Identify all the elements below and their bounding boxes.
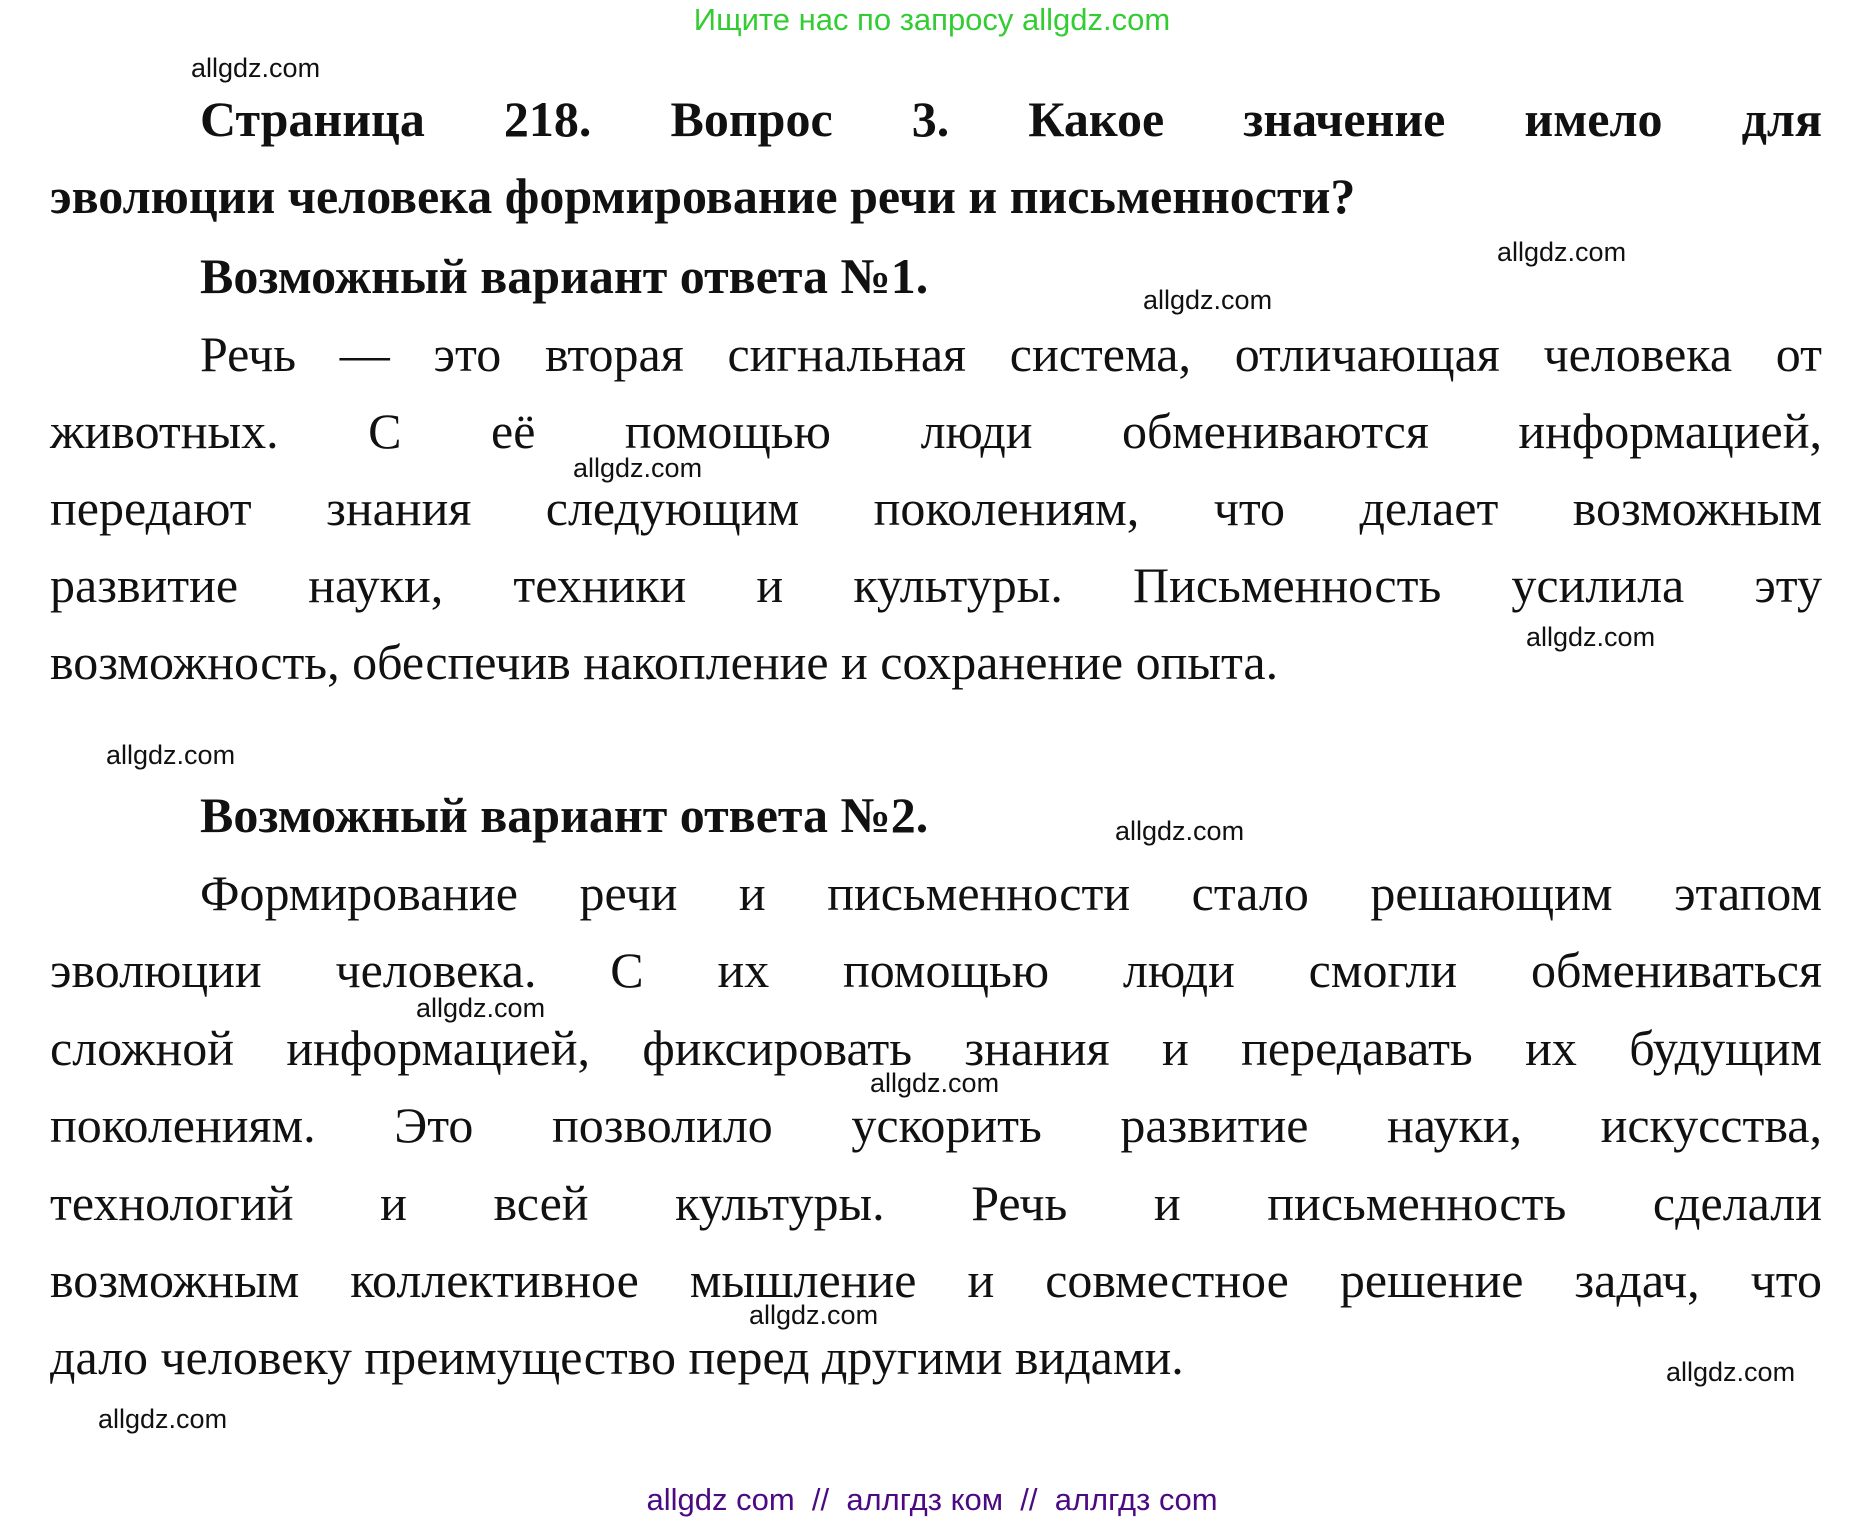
answer1-line: Речь — это вторая сигнальная система, отличающая человека от	[200, 326, 1822, 382]
watermark: allgdz.com	[1115, 816, 1245, 846]
watermark: allgdz.com	[98, 1404, 228, 1434]
watermark: allgdz.com	[573, 453, 703, 483]
watermark: allgdz.com	[1526, 622, 1656, 652]
watermark: allgdz.com	[1666, 1357, 1796, 1387]
answer2-heading: Возможный вариант ответа №2.	[200, 787, 929, 843]
watermark: allgdz.com	[1143, 285, 1273, 315]
answer1-line: развитие науки, техники и культуры. Письменность усилила эту	[50, 557, 1822, 613]
answer1-line: животных. С её помощью люди обмениваются информацией,	[50, 403, 1822, 459]
watermark: allgdz.com	[416, 993, 546, 1023]
answer2-line: поколениям. Это позволило ускорить развитие науки, искусства,	[50, 1097, 1822, 1153]
title-line-1: Страница 218. Вопрос 3. Какое значение имело для	[200, 91, 1822, 147]
title-line-2: эволюции человека формирование речи и письменности?	[50, 168, 1356, 224]
watermark: allgdz.com	[191, 53, 321, 83]
answer1-line: возможность, обеспечив накопление и сохранение опыта.	[50, 634, 1279, 690]
answer2-line: возможным коллективное мышление и совместное решение задач, что	[50, 1252, 1822, 1308]
top-banner: Ищите нас по запросу allgdz.com	[693, 2, 1171, 37]
watermark: allgdz.com	[870, 1068, 1000, 1098]
answer2-line: дало человеку преимущество перед другими видами.	[50, 1329, 1184, 1385]
bottom-banner: allgdz com // аллгдз ком // аллгдз com	[646, 1482, 1218, 1517]
watermark: allgdz.com	[106, 740, 236, 770]
answer2-line: эволюции человека. С их помощью люди смогли обмениваться	[50, 942, 1822, 998]
answer2-line: Формирование речи и письменности стало решающим этапом	[200, 865, 1822, 921]
answer1-heading: Возможный вариант ответа №1.	[200, 248, 929, 304]
answer1-line: передают знания следующим поколениям, что делает возможным	[50, 480, 1822, 536]
answer2-line: сложной информацией, фиксировать знания и передавать их будущим	[50, 1020, 1822, 1076]
watermark: allgdz.com	[1497, 237, 1627, 267]
watermark: allgdz.com	[749, 1300, 879, 1330]
answer2-line: технологий и всей культуры. Речь и письменность сделали	[50, 1175, 1822, 1231]
